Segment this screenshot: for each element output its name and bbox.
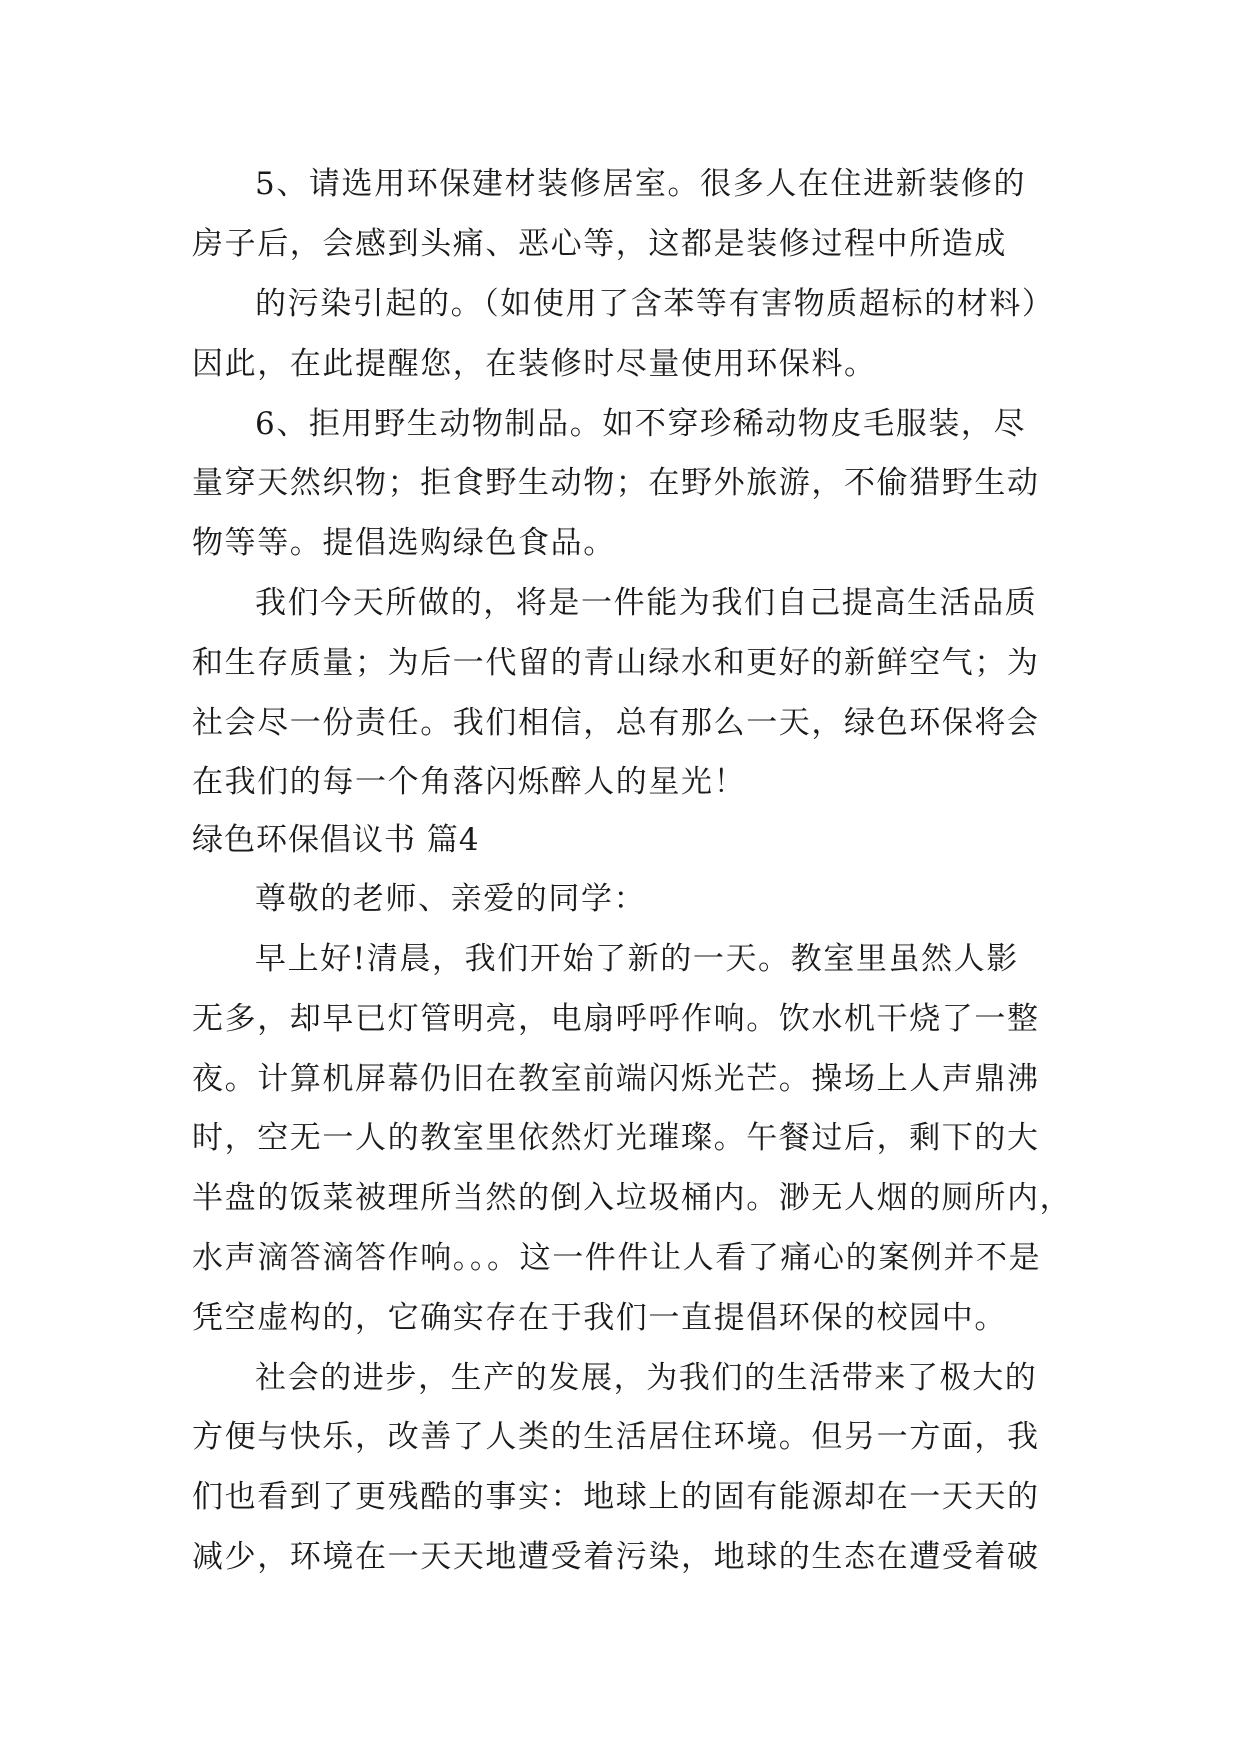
text-line-24: 减少，环境在一天天地遭受着污染，地球的生态在遭受着破 xyxy=(192,1539,1040,1575)
text-line-22: 方便与快乐，改善了人类的生活居住环境。但另一方面，我 xyxy=(192,1419,1040,1455)
text-line-02: 房子后，会感到头痛、恶心等，这都是装修过程中所造成 xyxy=(192,226,1007,262)
text-line-05: 6、拒用野生动物制品。如不穿珍稀动物皮毛服装，尽 xyxy=(255,406,1027,442)
text-line-04: 因此，在此提醒您，在装修时尽量使用环保料。 xyxy=(192,346,877,382)
text-line-17: 时，空无一人的教室里依然灯光璀璨。午餐过后，剩下的大 xyxy=(192,1120,1040,1156)
text-line-19: 水声滴答滴答作响。。。这一件件让人看了痛心的案例并不是 xyxy=(192,1240,1042,1276)
text-line-14: 早上好!清晨，我们开始了新的一天。教室里虽然人影 xyxy=(255,941,1019,977)
text-line-10: 社会尽一份责任。我们相信，总有那么一天，绿色环保将会 xyxy=(192,705,1040,741)
text-line-20: 凭空虚构的，它确实存在于我们一直提倡环保的校园中。 xyxy=(192,1300,1007,1336)
text-line-11: 在我们的每一个角落闪烁醉人的星光！ xyxy=(192,764,747,800)
text-line-18: 半盘的饭菜被理所当然的倒入垃圾桶内。渺无人烟的厕所内， xyxy=(192,1180,1073,1216)
text-line-03: 的污染引起的。（如使用了含苯等有害物质超标的材料） xyxy=(255,286,1055,322)
section-heading: 绿色环保倡议书 篇4 xyxy=(192,822,480,858)
salutation: 尊敬的老师、亲爱的同学： xyxy=(255,881,647,917)
text-line-23: 们也看到了更残酷的事实：地球上的固有能源却在一天天的 xyxy=(192,1479,1040,1515)
text-line-06: 量穿天然织物；拒食野生动物；在野外旅游，不偷猎野生动 xyxy=(192,465,1040,501)
text-line-01: 5、请选用环保建材装修居室。很多人在住进新装修的 xyxy=(255,166,1027,202)
text-line-08: 我们今天所做的，将是一件能为我们自己提高生活品质 xyxy=(255,585,1038,621)
text-line-16: 夜。计算机屏幕仍旧在教室前端闪烁光芒。操场上人声鼎沸 xyxy=(192,1061,1040,1097)
text-line-07: 物等等。提倡选购绿色食品。 xyxy=(192,525,616,561)
text-line-21: 社会的进步，生产的发展，为我们的生活带来了极大的 xyxy=(255,1360,1038,1396)
text-line-15: 无多，却早已灯管明亮，电扇呼呼作响。饮水机干烧了一整 xyxy=(192,1001,1040,1037)
text-line-09: 和生存质量；为后一代留的青山绿水和更好的新鲜空气；为 xyxy=(192,645,1040,681)
